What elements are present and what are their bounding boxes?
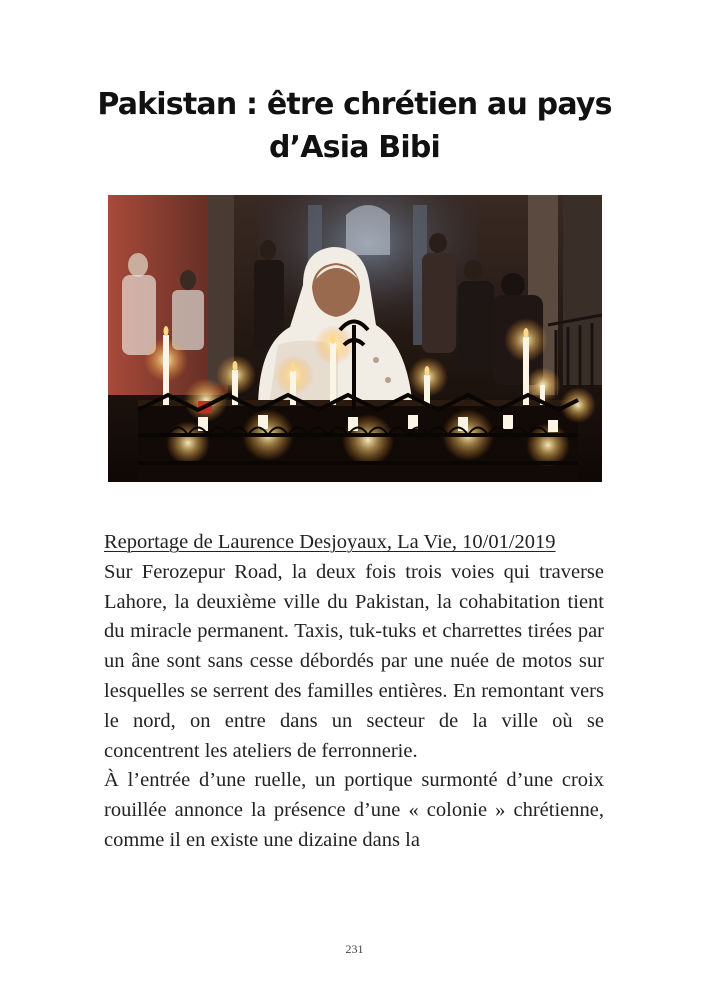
article-photo	[108, 195, 602, 482]
article-paragraph: À l’entrée d’une ruelle, un portique surmonté d’une croix rouillée annonce la présence d’une « colonie » chrétienne, comme il en existe une dizaine dans la	[104, 769, 604, 851]
article-byline: Reportage de Laurence Desjoyaux, La Vie, 10/01/2019	[104, 531, 556, 553]
church-candles-illustration	[108, 195, 602, 482]
article-body	[104, 528, 604, 856]
page-title: Pakistan : être chrétien au pays d’Asia Bibi	[97, 87, 612, 165]
article-paragraph: Sur Ferozepur Road, la deux fois trois voies qui traverse Lahore, la deuxième ville du Pakistan, la cohabitation tient du miracle permanent. Taxis, tuk-tuks et charrettes tirées par un âne sont sans cesse débordés par une nuée de motos sur lesquelles se serrent des familles entières. En remontant vers le nord, on entre dans un secteur de la ville où se concentrent les ateliers de ferronnerie.	[104, 560, 604, 762]
page-number: 231	[345, 942, 364, 956]
